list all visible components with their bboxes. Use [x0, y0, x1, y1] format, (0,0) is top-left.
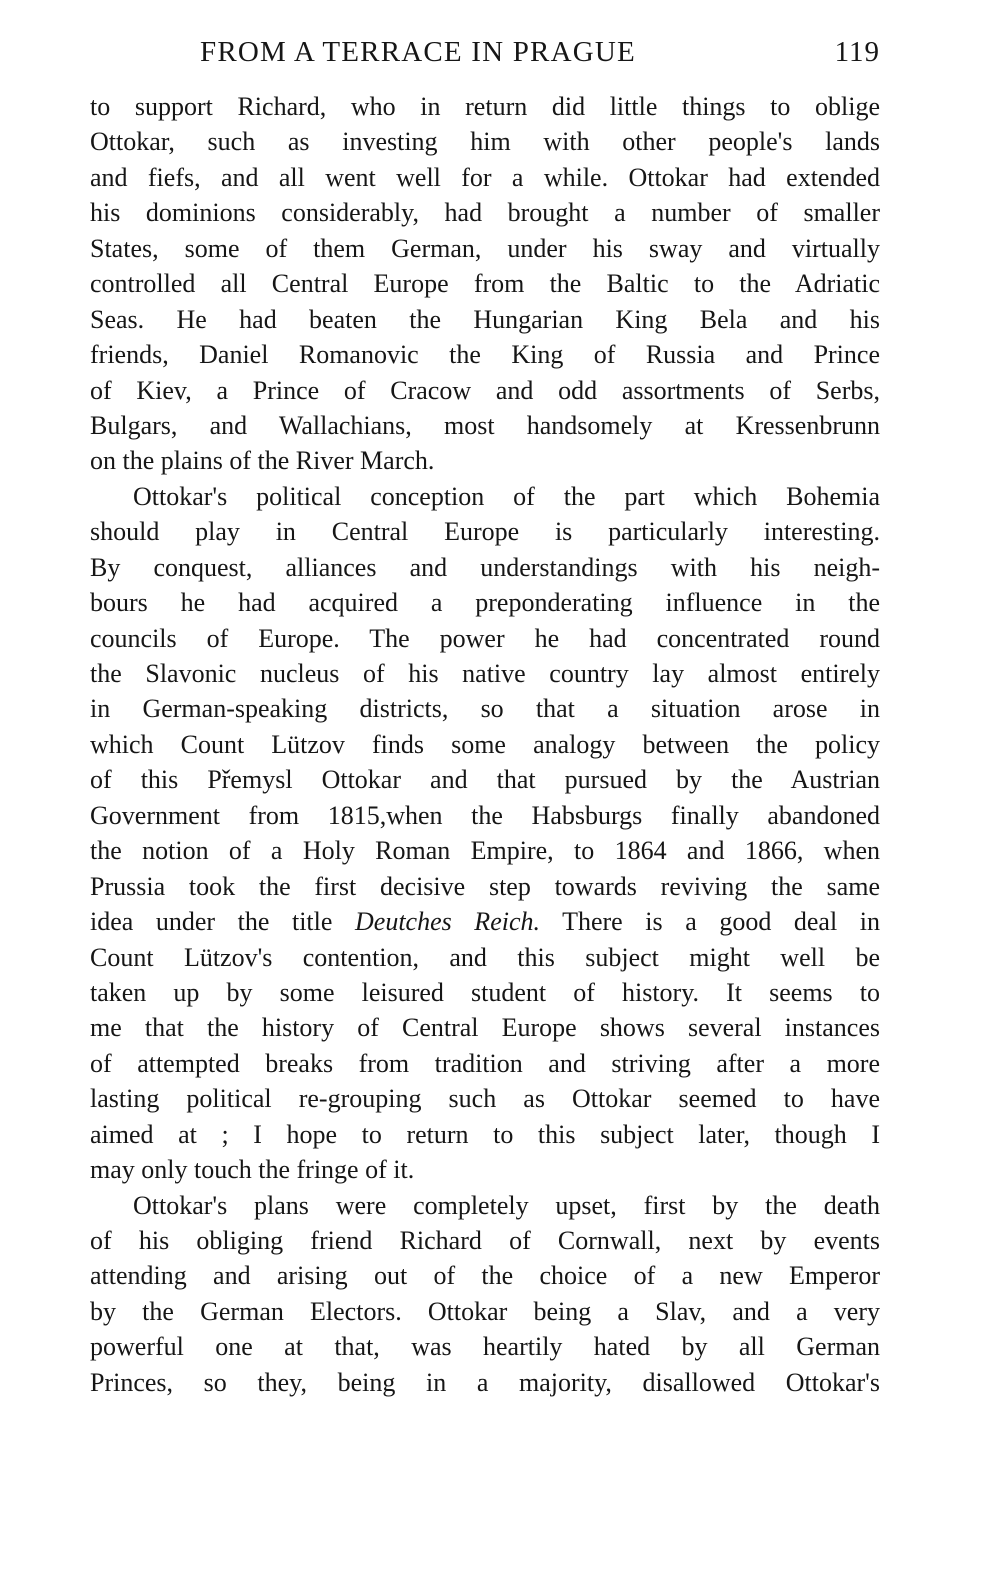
paragraph-2 [90, 479, 880, 1188]
text-line: By conquest, alliances and understandings with his neigh- [90, 552, 880, 582]
paragraph-3 [90, 1188, 880, 1401]
text-line: Count Lützov's contention, and this subject might well be [90, 942, 880, 972]
text-line: attending and arising out of the choice of a new Emperor [90, 1261, 880, 1291]
paragraph-1 [90, 89, 880, 479]
text-line: Prussia took the first decisive step towards reviving the same [90, 871, 880, 901]
text-line: Bulgars, and Wallachians, most handsomely at Kressenbrunn [90, 410, 880, 440]
text-line: the notion of a Holy Roman Empire, to 1864 and 1866, when [90, 836, 880, 866]
text-line: me that the history of Central Europe shows several instances [90, 1013, 880, 1043]
body-text [90, 89, 880, 1400]
text-line: States, some of them German, under his sway and virtually [90, 233, 880, 263]
text-line: Princes, so they, being in a majority, disallowed Ottokar's [90, 1367, 880, 1397]
text-line: his dominions considerably, had brought a number of smaller [90, 198, 880, 228]
text-line: councils of Europe. The power he had concentrated round [90, 623, 880, 653]
text-line: of attempted breaks from tradition and striving after a more [90, 1048, 880, 1078]
text-line: bours he had acquired a preponderating influence in the [90, 588, 880, 618]
text-span: idea under the title [90, 907, 355, 937]
text-line: controlled all Central Europe from the Baltic to the Adriatic [90, 269, 880, 299]
text-line: Ottokar's plans were completely upset, first by the death [133, 1190, 880, 1220]
text-line: and fiefs, and all went well for a while. Ottokar had extended [90, 162, 880, 192]
running-title: FROM A TERRACE IN PRAGUE [200, 36, 636, 68]
text-line: aimed at ; I hope to return to this subject later, though I [90, 1119, 880, 1149]
text-line: may only touch the fringe of it. [90, 1155, 415, 1185]
text-line-with-italic [90, 904, 880, 939]
text-line: the Slavonic nucleus of his native country lay almost entirely [90, 659, 880, 688]
text-line: to support Richard, who in return did little things to oblige [90, 92, 880, 121]
text-line: Government from 1815,when the Habsburgs finally abandoned [90, 800, 880, 830]
text-line: which Count Lützov finds some analogy between the policy [90, 729, 880, 759]
text-line: taken up by some leisured student of history. It seems to [90, 977, 880, 1007]
text-line: friends, Daniel Romanovic the King of Russia and Prince [90, 340, 880, 370]
text-line: of this Přemysl Ottokar and that pursued by the Austrian [90, 765, 880, 795]
text-line: in German-speaking districts, so that a situation arose in [90, 694, 880, 724]
text-line: should play in Central Europe is particularly interesting. [90, 517, 880, 547]
italic-title: Deutches Reich. [355, 907, 540, 937]
text-line: of Kiev, a Prince of Cracow and odd assortments of Serbs, [90, 375, 880, 405]
text-line: by the German Electors. Ottokar being a Slav, and a very [90, 1296, 880, 1326]
text-line: on the plains of the River March. [90, 446, 435, 476]
text-line: Seas. He had beaten the Hungarian King Bela and his [90, 304, 880, 334]
text-line: Ottokar's political conception of the part which Bohemia [133, 481, 880, 511]
text-line: Ottokar, such as investing him with other people's lands [90, 127, 880, 157]
text-line: powerful one at that, was heartily hated by all German [90, 1332, 880, 1362]
text-span: There is a good deal in [540, 907, 880, 937]
page-number: 119 [834, 36, 880, 68]
text-line: lasting political re-grouping such as Ottokar seemed to have [90, 1084, 880, 1114]
running-head [200, 30, 880, 74]
text-line: of his obliging friend Richard of Cornwall, next by events [90, 1226, 880, 1255]
